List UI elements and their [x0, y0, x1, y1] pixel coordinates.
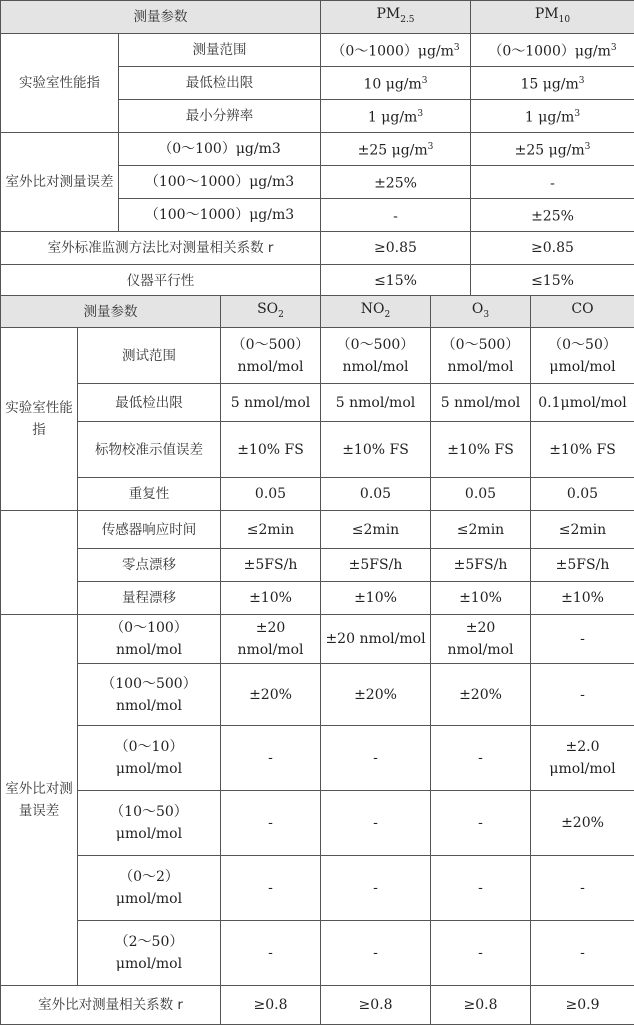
- cell-text: 0.05: [465, 486, 496, 502]
- param-name: [78, 422, 221, 478]
- gas-value: [221, 582, 321, 615]
- gas-value: [221, 856, 321, 921]
- cell-text: 3: [579, 76, 585, 86]
- gas-value: [431, 549, 531, 582]
- gas-value: [321, 478, 431, 511]
- table-row: [1, 328, 634, 384]
- cell-text: ±20 nmol/mol: [325, 631, 425, 647]
- gas-value: [531, 615, 634, 664]
- table-row: [1, 478, 634, 511]
- cell-text: ≤2min: [247, 522, 294, 538]
- cell-text: -: [580, 945, 585, 961]
- table-row: [1, 232, 634, 265]
- cell-text: -: [373, 750, 378, 766]
- param-name: [78, 856, 221, 921]
- cell-text: ±20%: [249, 687, 292, 703]
- cell-text: 5 nmol/mol: [336, 395, 415, 411]
- pm10-value: [471, 133, 634, 166]
- cell-text: -: [580, 880, 585, 896]
- cell-text: ±20 nmol/mol: [237, 620, 303, 658]
- gas-value: [431, 582, 531, 615]
- table-row: [1, 986, 634, 1025]
- gas-value: [221, 511, 321, 549]
- gas-value: [221, 791, 321, 856]
- cell-text: 1 μg/m: [368, 110, 417, 126]
- cell-text: ≤2min: [457, 522, 504, 538]
- header-gas: [431, 296, 531, 328]
- param-name: [78, 549, 221, 582]
- cell-text: 仪器平行性: [127, 273, 195, 289]
- group-label-empty: [1, 511, 78, 615]
- cell-text: （100～500）: [101, 676, 196, 692]
- gas-value: [321, 511, 431, 549]
- table-row: [1, 133, 634, 166]
- gas-value: [531, 921, 634, 986]
- table-row: [1, 296, 634, 328]
- cell-text: ≥0.85: [374, 240, 417, 256]
- cell-text: 5 nmol/mol: [231, 395, 310, 411]
- header-gas: [321, 296, 431, 328]
- cell-text: NO: [361, 301, 385, 317]
- header-pm25: [321, 1, 471, 34]
- gas-value: [531, 791, 634, 856]
- gas-value: [321, 921, 431, 986]
- cell-text: ±5FS/h: [349, 557, 403, 573]
- cell-text: ≤15%: [374, 273, 417, 289]
- cell-text: 1 μg/m: [525, 110, 574, 126]
- gas-value: [221, 615, 321, 664]
- header-pm10: [471, 1, 634, 34]
- cell-text: 室外比对测量误差: [5, 781, 73, 819]
- cell-text: 15 μg/m: [520, 77, 578, 93]
- cell-text: （0～2）: [119, 869, 179, 885]
- cell-text: （10～50）: [110, 804, 188, 820]
- param-name: [119, 133, 321, 166]
- cell-text: SO: [257, 301, 278, 317]
- gas-value: [431, 478, 531, 511]
- cell-text: -: [268, 880, 273, 896]
- cell-text: （0～50）: [548, 337, 617, 353]
- table-row: [1, 856, 634, 921]
- cell-text: （0～100）μg/m3: [158, 141, 281, 157]
- pm10-value: [471, 67, 634, 100]
- gas-value: [531, 549, 634, 582]
- cell-text: ≤2min: [352, 522, 399, 538]
- gas-value: [221, 478, 321, 511]
- cell-text: ±5FS/h: [556, 557, 610, 573]
- cell-text: -: [580, 687, 585, 703]
- cell-text: ±25%: [374, 176, 417, 192]
- cell-text: ±20%: [459, 687, 502, 703]
- pm-spec-table: [0, 0, 634, 298]
- pm10-value: [471, 34, 634, 67]
- cell-text: ±20%: [354, 687, 397, 703]
- gas-value: [321, 549, 431, 582]
- table-row: [1, 34, 634, 67]
- pm10-value: [471, 199, 634, 232]
- cell-text: 测量参数: [134, 9, 188, 25]
- gas-value: [321, 582, 431, 615]
- param-name: [78, 511, 221, 549]
- cell-text: nmol/mol: [116, 698, 182, 714]
- cell-text: 测量范围: [193, 42, 247, 58]
- cell-text: （0～500）: [232, 337, 310, 353]
- cell-text: 传感器响应时间: [102, 522, 197, 538]
- cell-text: 3: [574, 109, 580, 119]
- cell-text: ≤15%: [531, 273, 574, 289]
- cell-text: ±5FS/h: [244, 557, 298, 573]
- cell-text: （0～100）: [110, 620, 188, 636]
- gas-value: [431, 328, 531, 384]
- header-param: [1, 1, 321, 34]
- param-name: [1, 265, 321, 298]
- cell-text: 3: [428, 142, 434, 152]
- pm25-value: [321, 100, 471, 133]
- pm25-value: [321, 265, 471, 298]
- cell-text: ±20 nmol/mol: [447, 620, 513, 658]
- cell-text: 3: [454, 43, 460, 53]
- cell-text: 最低检出限: [115, 395, 183, 411]
- param-name: [119, 67, 321, 100]
- param-name: [78, 726, 221, 791]
- param-name: [119, 100, 321, 133]
- cell-text: -: [550, 176, 555, 192]
- gas-value: [531, 478, 634, 511]
- cell-text: nmol/mol: [342, 359, 408, 375]
- table-row: [1, 791, 634, 856]
- cell-text: ≥0.85: [531, 240, 574, 256]
- param-name: [78, 615, 221, 664]
- cell-text: ≥0.8: [254, 997, 288, 1013]
- cell-text: -: [373, 815, 378, 831]
- cell-text: μmol/mol: [116, 956, 182, 972]
- cell-text: -: [393, 209, 398, 225]
- gas-value: [321, 791, 431, 856]
- param-name: [1, 986, 221, 1025]
- pm25-value: [321, 199, 471, 232]
- param-name: [78, 921, 221, 986]
- gas-value: [431, 791, 531, 856]
- cell-text: 室外比对测量相关系数 r: [38, 997, 183, 1013]
- cell-text: 室外比对测量误差: [6, 174, 114, 190]
- cell-text: 2: [278, 309, 284, 319]
- cell-text: -: [580, 631, 585, 647]
- cell-text: μmol/mol: [116, 826, 182, 842]
- gas-value: [531, 726, 634, 791]
- gas-value: [221, 726, 321, 791]
- cell-text: ±5FS/h: [454, 557, 508, 573]
- gas-value: [321, 384, 431, 422]
- cell-text: -: [373, 945, 378, 961]
- cell-text: （0～1000）μg/m: [331, 44, 454, 60]
- gas-value: [431, 664, 531, 726]
- param-name: [78, 328, 221, 384]
- cell-text: ±10% FS: [447, 442, 514, 458]
- cell-text: 0.1μmol/mol: [538, 395, 626, 411]
- param-name: [119, 34, 321, 67]
- cell-text: 标物校准示值误差: [95, 442, 203, 458]
- cell-text: ±10% FS: [237, 442, 304, 458]
- cell-text: 实验室性能指: [19, 75, 100, 91]
- cell-text: 最小分辨率: [186, 108, 254, 124]
- cell-text: ≥0.8: [359, 997, 393, 1013]
- cell-text: 测量参数: [84, 304, 138, 320]
- cell-text: （100～1000）μg/m3: [145, 174, 294, 190]
- gas-value: [221, 986, 321, 1025]
- pm25-value: [321, 166, 471, 199]
- gas-value: [431, 615, 531, 664]
- cell-text: CO: [571, 301, 593, 317]
- cell-text: 3: [611, 43, 617, 53]
- cell-text: 室外标准监测方法比对测量相关系数 r: [48, 240, 274, 256]
- table-row: [1, 384, 634, 422]
- pm10-value: [471, 232, 634, 265]
- gas-value: [221, 549, 321, 582]
- gas-value: [431, 856, 531, 921]
- gas-value: [321, 615, 431, 664]
- cell-text: μmol/mol: [116, 761, 182, 777]
- param-name: [78, 791, 221, 856]
- gas-value: [531, 664, 634, 726]
- cell-text: -: [268, 945, 273, 961]
- cell-text: 10: [559, 15, 570, 25]
- cell-text: 10 μg/m: [363, 77, 421, 93]
- pm10-value: [471, 100, 634, 133]
- pm25-value: [321, 34, 471, 67]
- table-row: [1, 726, 634, 791]
- cell-text: ±20%: [561, 815, 604, 831]
- pm10-value: [471, 166, 634, 199]
- cell-text: 2: [385, 309, 391, 319]
- cell-text: 0.05: [360, 486, 391, 502]
- cell-text: 测试范围: [122, 348, 176, 364]
- pm10-value: [471, 265, 634, 298]
- pm25-value: [321, 67, 471, 100]
- gas-value: [531, 328, 634, 384]
- cell-text: ±10% FS: [342, 442, 409, 458]
- cell-text: 最低检出限: [186, 75, 254, 91]
- cell-text: 实验室性能指: [5, 400, 73, 438]
- gas-value: [221, 384, 321, 422]
- cell-text: （0～500）: [337, 337, 415, 353]
- table-row: [1, 664, 634, 726]
- cell-text: -: [373, 880, 378, 896]
- group-label: [1, 34, 119, 133]
- gas-value: [431, 726, 531, 791]
- cell-text: -: [478, 880, 483, 896]
- gas-spec-table: [0, 295, 634, 1025]
- header-gas: [221, 296, 321, 328]
- cell-text: μmol/mol: [549, 359, 615, 375]
- cell-text: （0～1000）μg/m: [488, 44, 611, 60]
- cell-text: ±25%: [531, 209, 574, 225]
- cell-text: 3: [417, 109, 423, 119]
- header-gas: [531, 296, 634, 328]
- cell-text: ±25 μg/m: [358, 143, 428, 159]
- gas-value: [431, 986, 531, 1025]
- gas-value: [431, 384, 531, 422]
- cell-text: 3: [585, 142, 591, 152]
- cell-text: ±10% FS: [549, 442, 616, 458]
- gas-value: [221, 422, 321, 478]
- cell-text: -: [478, 815, 483, 831]
- cell-text: ±10%: [354, 590, 397, 606]
- cell-text: nmol/mol: [447, 359, 513, 375]
- header-param: [1, 296, 221, 328]
- cell-text: （100～1000）μg/m3: [145, 207, 294, 223]
- param-name: [78, 478, 221, 511]
- param-name: [119, 166, 321, 199]
- cell-text: 重复性: [129, 486, 170, 502]
- gas-value: [531, 511, 634, 549]
- cell-text: μmol/mol: [116, 891, 182, 907]
- table-row: [1, 1, 634, 34]
- cell-text: -: [478, 945, 483, 961]
- group-label: [1, 133, 119, 232]
- table-row: [1, 615, 634, 664]
- gas-value: [531, 422, 634, 478]
- cell-text: nmol/mol: [237, 359, 303, 375]
- cell-text: ±10%: [561, 590, 604, 606]
- cell-text: ±10%: [459, 590, 502, 606]
- gas-value: [321, 986, 431, 1025]
- cell-text: 3: [483, 309, 489, 319]
- gas-value: [321, 856, 431, 921]
- cell-text: 2.5: [400, 15, 414, 25]
- gas-value: [431, 511, 531, 549]
- cell-text: 0.05: [255, 486, 286, 502]
- cell-text: -: [268, 815, 273, 831]
- gas-value: [431, 921, 531, 986]
- cell-text: ≤2min: [559, 522, 606, 538]
- cell-text: ≥0.8: [464, 997, 498, 1013]
- gas-value: [321, 726, 431, 791]
- gas-value: [531, 856, 634, 921]
- gas-value: [221, 328, 321, 384]
- gas-value: [321, 422, 431, 478]
- param-name: [78, 582, 221, 615]
- cell-text: -: [478, 750, 483, 766]
- table-row: [1, 921, 634, 986]
- cell-text: ±2.0 μmol/mol: [549, 739, 615, 777]
- gas-value: [321, 328, 431, 384]
- cell-text: ±10%: [249, 590, 292, 606]
- table-row: [1, 265, 634, 298]
- group-label: [1, 615, 78, 986]
- cell-text: ≥0.9: [566, 997, 600, 1013]
- gas-value: [221, 664, 321, 726]
- cell-text: （0～500）: [442, 337, 520, 353]
- cell-text: 5 nmol/mol: [441, 395, 520, 411]
- table-row: [1, 422, 634, 478]
- group-label: [1, 328, 78, 511]
- gas-value: [221, 921, 321, 986]
- pm25-value: [321, 232, 471, 265]
- cell-text: ±25 μg/m: [515, 143, 585, 159]
- param-name: [78, 664, 221, 726]
- cell-text: O: [472, 301, 483, 317]
- cell-text: nmol/mol: [116, 642, 182, 658]
- gas-value: [431, 422, 531, 478]
- param-name: [119, 199, 321, 232]
- cell-text: （0～10）: [115, 739, 184, 755]
- table-row: [1, 549, 634, 582]
- cell-text: PM: [535, 6, 559, 22]
- table-row: [1, 511, 634, 549]
- cell-text: -: [268, 750, 273, 766]
- gas-value: [531, 986, 634, 1025]
- table-row: [1, 582, 634, 615]
- pm25-value: [321, 133, 471, 166]
- cell-text: （2～50）: [115, 934, 184, 950]
- cell-text: 0.05: [567, 486, 598, 502]
- gas-value: [321, 664, 431, 726]
- gas-value: [531, 384, 634, 422]
- param-name: [78, 384, 221, 422]
- cell-text: PM: [376, 6, 400, 22]
- param-name: [1, 232, 321, 265]
- cell-text: 3: [422, 76, 428, 86]
- gas-value: [531, 582, 634, 615]
- cell-text: 量程漂移: [122, 590, 176, 606]
- cell-text: 零点漂移: [122, 557, 176, 573]
